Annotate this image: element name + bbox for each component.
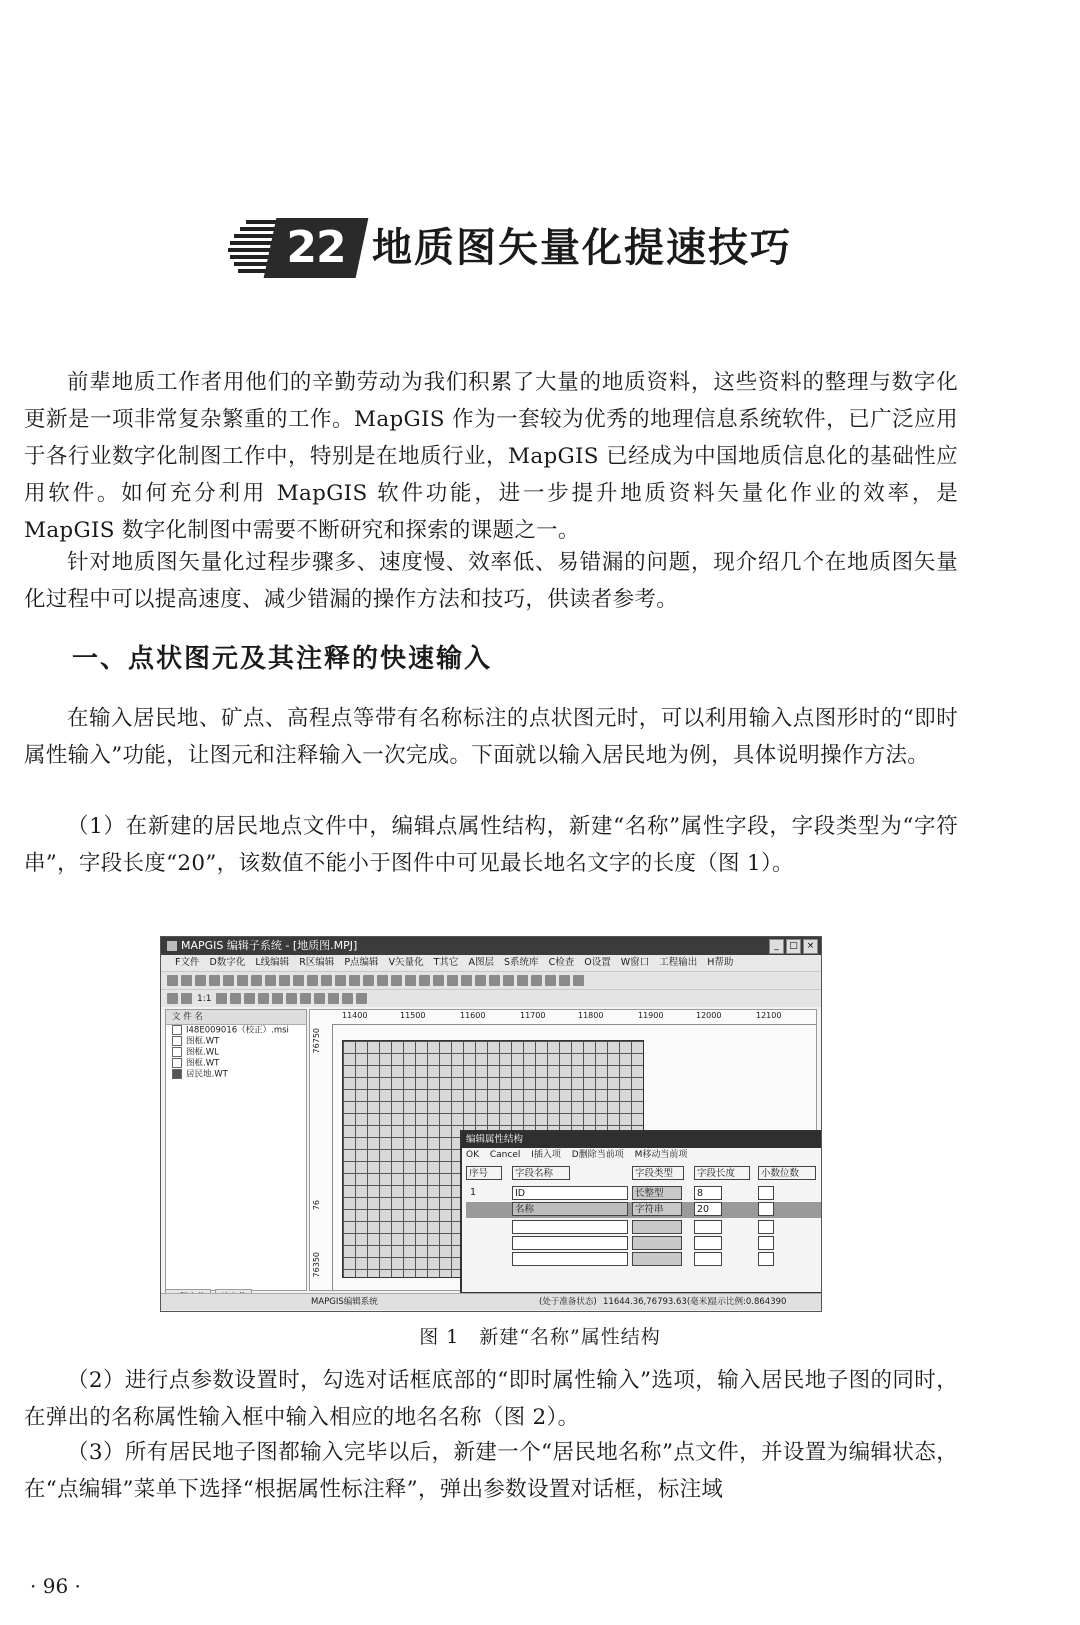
- menu-digitize[interactable]: D数字化: [209, 957, 246, 968]
- move-icon[interactable]: [349, 975, 360, 986]
- open-icon[interactable]: [181, 975, 192, 986]
- chapter-number-badge: [264, 218, 369, 278]
- file-item[interactable]: 图框.WL: [166, 1047, 306, 1058]
- status-state: (处于准备状态): [539, 1297, 597, 1307]
- paragraph-purpose: 针对地质图矢量化过程步骤多、速度慢、效率低、易错漏的问题，现介绍几个在地质图矢量化过程中可以提高速度、减少错漏的操作方法和技巧，供读者参考。: [24, 550, 958, 612]
- menu-file[interactable]: F文件: [175, 957, 200, 968]
- status-coords: 11644.36,76793.63(毫米): [603, 1297, 711, 1307]
- toolbar-view: [161, 989, 821, 1007]
- menu-line-edit[interactable]: L线编辑: [255, 957, 290, 968]
- table-row-empty[interactable]: [466, 1220, 822, 1236]
- table-row[interactable]: 1 ID 长整型 8: [466, 1186, 822, 1202]
- draw-icon[interactable]: [307, 975, 318, 986]
- menu-region-edit[interactable]: R区编辑: [299, 957, 335, 968]
- paragraph-intro: 前辈地质工作者用他们的辛勤劳动为我们积累了大量的地质资料，这些资料的整理与数字化更新是一项非常复杂繁重的工作。MapGIS 作为一套较为优秀的地理信息系统软件，已广泛应用于各行业数字化制图工作中，特别是在地质行业，MapGIS 已经成为中国地质信息化的基础性应用软件。如何充分利用 MapGIS 软件功能，进一步提升地质资料矢量化作业的效率，是 MapGIS 数字化制图中需要不断研究和探索的课题之一。: [24, 370, 958, 543]
- point-icon[interactable]: [503, 975, 514, 986]
- file-item[interactable]: I48E009016（校正）.msi: [166, 1025, 306, 1036]
- layer-icon[interactable]: [335, 975, 346, 986]
- delete-icon[interactable]: [433, 975, 444, 986]
- join-icon[interactable]: [405, 975, 416, 986]
- find-icon[interactable]: [272, 993, 283, 1004]
- file-item[interactable]: 图框.WT: [166, 1058, 306, 1069]
- menu-settings[interactable]: O设置: [584, 957, 611, 968]
- help-icon[interactable]: [293, 975, 304, 986]
- snap-icon[interactable]: [475, 975, 486, 986]
- menu-window[interactable]: W窗口: [620, 957, 650, 968]
- window-icon[interactable]: [244, 993, 255, 1004]
- window-title: MAPGIS 编辑子系统 - [地质图.MPJ]: [181, 939, 358, 952]
- page-number: · 96 ·: [30, 1574, 81, 1598]
- zoom-out-icon[interactable]: [181, 993, 192, 1004]
- redo-icon[interactable]: [279, 975, 290, 986]
- delete-item-button[interactable]: D删除当前项: [571, 1150, 624, 1160]
- checkbox[interactable]: [172, 1047, 182, 1057]
- grid-header-row: 序号 字段名称 字段类型 字段长度 小数位数: [466, 1166, 822, 1182]
- paragraph-step-1: （1）在新建的居民地点文件中，编辑点属性结构，新建“名称”属性字段，字段类型为“字符串”，字段长度“20”，该数值不能小于图件中可见最长地名文字的长度（图 1）。: [24, 814, 958, 876]
- mirror-icon[interactable]: [377, 975, 388, 986]
- edit-attribute-structure-dialog: [460, 1130, 822, 1294]
- zoom-level[interactable]: 1:1: [197, 993, 212, 1004]
- new-icon[interactable]: [167, 975, 178, 986]
- trace-icon[interactable]: [461, 975, 472, 986]
- rotate-icon[interactable]: [363, 975, 374, 986]
- measure-icon[interactable]: [531, 975, 542, 986]
- window-titlebar: [161, 937, 821, 955]
- chapter-number: 22: [286, 222, 346, 273]
- split-icon[interactable]: [419, 975, 430, 986]
- menubar: [161, 955, 821, 971]
- paste-icon[interactable]: [251, 975, 262, 986]
- vector-icon[interactable]: [321, 975, 332, 986]
- zoom-in-icon[interactable]: [167, 993, 178, 1004]
- menu-help[interactable]: H帮助: [707, 957, 734, 968]
- refresh-icon[interactable]: [230, 993, 241, 1004]
- table-row-empty[interactable]: [466, 1252, 822, 1268]
- checkbox[interactable]: [172, 1025, 182, 1035]
- region-icon[interactable]: [489, 975, 500, 986]
- node-icon[interactable]: [391, 975, 402, 986]
- cancel-button[interactable]: Cancel: [489, 1150, 521, 1160]
- menu-system-lib[interactable]: S系统库: [504, 957, 539, 968]
- file-list-header: 文 件 名: [166, 1010, 306, 1025]
- app-icon: [167, 941, 177, 951]
- label-icon[interactable]: [517, 975, 528, 986]
- paragraph-section-intro: 在输入居民地、矿点、高程点等带有名称标注的点状图元时，可以利用输入点图形时的“即时属性输入”功能，让图元和注释输入一次完成。下面就以输入居民地为例，具体说明操作方法。: [24, 706, 958, 768]
- menu-other[interactable]: T其它: [433, 957, 459, 968]
- table-row-empty[interactable]: [466, 1236, 822, 1252]
- undo-icon[interactable]: [265, 975, 276, 986]
- settings-icon[interactable]: [573, 975, 584, 986]
- figure-mapgis-screenshot: [160, 936, 822, 1312]
- select-icon[interactable]: [447, 975, 458, 986]
- table-icon[interactable]: [356, 993, 367, 1004]
- menu-point-edit[interactable]: P点编辑: [344, 957, 379, 968]
- paragraph-step-2: （2）进行点参数设置时，勾选对话框底部的“即时属性输入”选项，输入居民地子图的同时，在弹出的名称属性输入框中输入相应的地名名称（图 2）。: [24, 1368, 958, 1430]
- status-scale: 显示比例:0.864390: [709, 1297, 787, 1307]
- ruler-vertical: 76750 76 76350: [310, 1024, 333, 1290]
- save-icon[interactable]: [195, 975, 206, 986]
- toolbar-main: [161, 971, 821, 989]
- statusbar: [161, 1293, 821, 1310]
- project-file-panel: [165, 1009, 307, 1291]
- grid-icon[interactable]: [258, 993, 269, 1004]
- menu-layer[interactable]: A图层: [468, 957, 494, 968]
- tool-icon[interactable]: [559, 975, 570, 986]
- move-item-button[interactable]: M移动当前项: [634, 1150, 688, 1160]
- map-canvas[interactable]: [309, 1009, 817, 1291]
- copy-icon[interactable]: [237, 975, 248, 986]
- dialog-title: 编辑属性结构: [462, 1132, 822, 1148]
- dialog-menu: [462, 1148, 822, 1162]
- chapter-title: 地质图矢量化提速技巧: [372, 224, 792, 271]
- arrow-up-icon[interactable]: [328, 993, 339, 1004]
- arrow-down-icon[interactable]: [342, 993, 353, 1004]
- lock-icon[interactable]: [314, 993, 325, 1004]
- ok-button[interactable]: OK: [466, 1150, 479, 1160]
- ruler-horizontal: 11400 11500 11600 11700 11800 11900 12000 12100: [332, 1010, 816, 1025]
- minimize-icon[interactable]: _: [769, 939, 784, 954]
- checkbox[interactable]: [172, 1036, 182, 1046]
- file-item[interactable]: 图框.WT: [166, 1036, 306, 1047]
- check-icon[interactable]: [545, 975, 556, 986]
- menu-vectorize[interactable]: V矢量化: [388, 957, 424, 968]
- cut-icon[interactable]: [223, 975, 234, 986]
- checkbox[interactable]: [172, 1069, 182, 1079]
- section-heading: 一、点状图元及其注释的快速输入: [72, 644, 493, 674]
- maximize-icon[interactable]: □: [786, 939, 801, 954]
- edit-icon[interactable]: [300, 993, 311, 1004]
- file-item[interactable]: 居民地.WT: [166, 1069, 306, 1080]
- pan-icon[interactable]: [216, 993, 227, 1004]
- paragraph-step-3: （3）所有居民地子图都输入完毕以后，新建一个“居民地名称”点文件，并设置为编辑状态，在“点编辑”菜单下选择“根据属性标注释”，弹出参数设置对话框，标注域: [24, 1440, 958, 1502]
- window-controls: [769, 939, 818, 954]
- status-app: MAPGIS编辑系统: [311, 1297, 378, 1307]
- attr-icon[interactable]: [286, 993, 297, 1004]
- menu-output[interactable]: 工程输出: [659, 957, 698, 968]
- table-row-selected[interactable]: 名称 字符串 20: [466, 1202, 822, 1218]
- close-icon[interactable]: ×: [803, 939, 818, 954]
- menu-check[interactable]: C检查: [548, 957, 575, 968]
- print-icon[interactable]: [209, 975, 220, 986]
- insert-item-button[interactable]: I插入项: [531, 1150, 561, 1160]
- figure-caption: 图 1 新建“名称”属性结构: [419, 1326, 661, 1348]
- checkbox[interactable]: [172, 1058, 182, 1068]
